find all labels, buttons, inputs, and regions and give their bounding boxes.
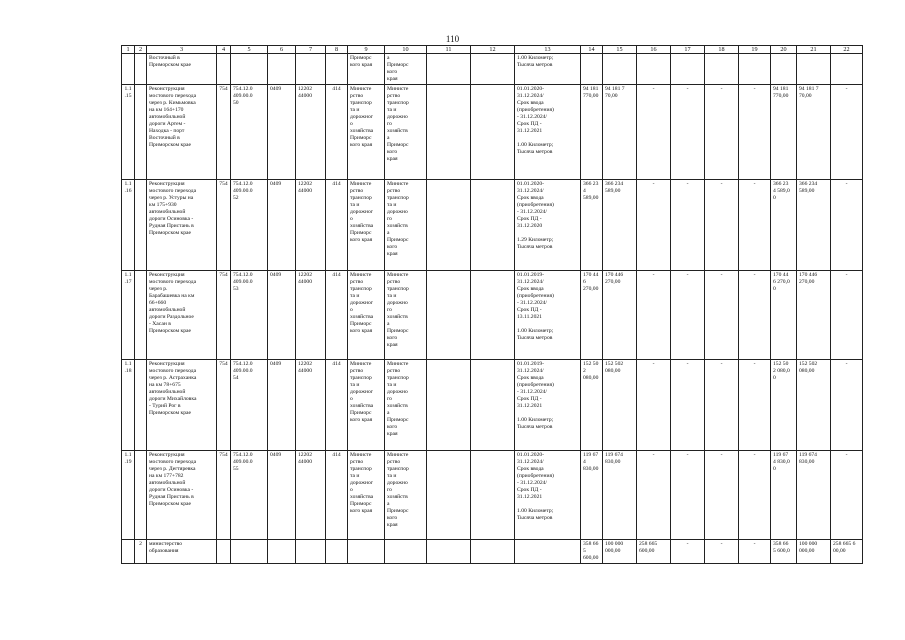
table-cell: - bbox=[705, 271, 739, 360]
table-cell: - bbox=[739, 451, 771, 540]
table-cell: 258 665 6 00,00 bbox=[831, 540, 863, 564]
table-cell: Министе рство транспор та и дорожно го хозяйств а Приморс кого края bbox=[385, 271, 427, 360]
table-cell: 754.12.0 409.00.0 54 bbox=[231, 360, 268, 451]
table-cell: 100 000 000,00 bbox=[797, 540, 831, 564]
table-cell bbox=[427, 540, 471, 564]
table-cell bbox=[705, 54, 739, 85]
column-header: 17 bbox=[671, 46, 705, 54]
table-cell: 366 23 4 589,0 0 bbox=[771, 180, 797, 271]
table-cell bbox=[231, 540, 268, 564]
table-cell bbox=[268, 540, 296, 564]
table-cell bbox=[471, 271, 515, 360]
table-cell: 170 44 6 270,0 0 bbox=[771, 271, 797, 360]
table-row bbox=[122, 180, 863, 271]
table-cell: Восточный в Приморском крае bbox=[147, 54, 217, 85]
table-cell bbox=[739, 54, 771, 85]
table-cell bbox=[427, 180, 471, 271]
table-cell: 0409 bbox=[268, 360, 296, 451]
table-cell: - bbox=[831, 271, 863, 360]
table-cell bbox=[471, 180, 515, 271]
table-cell: - bbox=[739, 271, 771, 360]
page-number: 110 bbox=[445, 34, 460, 44]
table-cell: 01.01.2019- 31.12.2024/ Срок ввода (приобретения) - 31.12.2024/ Срок ПД - 31.12.2021 1.00 Километр; Тысяча метров bbox=[515, 360, 581, 451]
table-row bbox=[122, 271, 863, 360]
table-cell: Министе рство транспор та и дорожно го хозяйств а Приморс кого края bbox=[385, 180, 427, 271]
table-cell: - bbox=[671, 451, 705, 540]
table-cell bbox=[135, 54, 147, 85]
table-cell: 366 234 589,00 bbox=[581, 180, 603, 271]
table-cell: 12202 44000 bbox=[296, 180, 326, 271]
table-cell bbox=[296, 540, 326, 564]
table-cell: 94 181 770,00 bbox=[581, 85, 603, 180]
table-cell: 754 bbox=[217, 180, 231, 271]
table-cell: 0409 bbox=[268, 180, 296, 271]
column-header: 12 bbox=[471, 46, 515, 54]
table-cell bbox=[515, 540, 581, 564]
table-cell bbox=[135, 271, 147, 360]
table-cell bbox=[427, 451, 471, 540]
table-cell bbox=[217, 540, 231, 564]
table-cell: - bbox=[637, 180, 671, 271]
table-cell: Реконструкция мостового перехода через р. Астраханка на км 78+675 автомобильной дороги Михайловка - Турий Рог в Приморском крае bbox=[147, 360, 217, 451]
column-header: 5 bbox=[231, 46, 268, 54]
column-header: 19 bbox=[739, 46, 771, 54]
table-cell: 01.01.2020- 31.12.2024/ Срок ввода (приобретения) - 31.12.2024/ Срок ПД - 31.12.2021 1.00 Километр; Тысяча метров bbox=[515, 451, 581, 540]
table-cell: 366 234 589,00 bbox=[603, 180, 637, 271]
table-cell: - bbox=[671, 85, 705, 180]
table-cell bbox=[348, 540, 385, 564]
table-cell bbox=[217, 54, 231, 85]
column-header: 22 bbox=[831, 46, 863, 54]
table-row bbox=[122, 540, 863, 564]
column-header: 20 bbox=[771, 46, 797, 54]
table-cell bbox=[581, 54, 603, 85]
table-cell: - bbox=[739, 180, 771, 271]
table-cell bbox=[471, 360, 515, 451]
table-cell: Министе рство транспор та и дорожног о хозяйства Приморс кого края bbox=[348, 451, 385, 540]
table-cell bbox=[471, 85, 515, 180]
table-cell: - bbox=[705, 85, 739, 180]
table-cell: Реконструкция мостового перехода через р. Кимьмовка на км 164+170 автомобильной дороги Артем - Находка - порт Восточный в Приморском крае bbox=[147, 85, 217, 180]
table-cell: - bbox=[637, 85, 671, 180]
column-header: 14 bbox=[581, 46, 603, 54]
table-cell: - bbox=[739, 360, 771, 451]
table-cell: 12202 44000 bbox=[296, 85, 326, 180]
table-cell: 119 674 830,00 bbox=[603, 451, 637, 540]
budget-table bbox=[121, 45, 863, 564]
table-cell: 414 bbox=[326, 85, 348, 180]
table-cell: Министе рство транспор та и дорожно го хозяйств а Приморс кого края bbox=[385, 85, 427, 180]
table-cell: 152 50 2 080,0 0 bbox=[771, 360, 797, 451]
table-cell: - bbox=[637, 451, 671, 540]
table-cell: Приморс кого края bbox=[348, 54, 385, 85]
table-cell bbox=[427, 271, 471, 360]
table-cell: - bbox=[739, 540, 771, 564]
table-cell: - bbox=[831, 451, 863, 540]
column-header: 7 bbox=[296, 46, 326, 54]
table-cell bbox=[385, 540, 427, 564]
table-cell: - bbox=[739, 85, 771, 180]
table-cell bbox=[471, 451, 515, 540]
table-row bbox=[122, 85, 863, 180]
table-cell: - bbox=[705, 180, 739, 271]
table-cell: 170 446 270,00 bbox=[603, 271, 637, 360]
table-cell: 94 181 7 70,00 bbox=[603, 85, 637, 180]
table-cell: - bbox=[671, 360, 705, 451]
table-cell: - bbox=[637, 360, 671, 451]
table-cell: 12202 44000 bbox=[296, 271, 326, 360]
column-header: 9 bbox=[348, 46, 385, 54]
table-cell: Министе рство транспор та и дорожног о хозяйства Приморс кого края bbox=[348, 180, 385, 271]
table-cell bbox=[603, 54, 637, 85]
table-cell: 0409 bbox=[268, 85, 296, 180]
table-cell: 119 674 830,00 bbox=[797, 451, 831, 540]
table-cell: 152 502 080,00 bbox=[581, 360, 603, 451]
table-cell: 414 bbox=[326, 360, 348, 451]
table-cell: - bbox=[831, 180, 863, 271]
column-header: 18 bbox=[705, 46, 739, 54]
table-cell bbox=[135, 360, 147, 451]
table-cell: 100 000 000,00 bbox=[603, 540, 637, 564]
table-cell: 152 502 080,00 bbox=[603, 360, 637, 451]
table-cell: 170 446 270,00 bbox=[581, 271, 603, 360]
table-cell bbox=[427, 85, 471, 180]
table-cell bbox=[471, 540, 515, 564]
table-cell: 358 665 600,00 bbox=[581, 540, 603, 564]
table-cell: - bbox=[705, 540, 739, 564]
table-cell bbox=[231, 54, 268, 85]
table-cell: - bbox=[831, 360, 863, 451]
column-header: 2 bbox=[135, 46, 147, 54]
table-cell bbox=[135, 85, 147, 180]
table-cell bbox=[471, 54, 515, 85]
table-cell: 01.01.2019- 31.12.2024/ Срок ввода (приобретения) - 31.12.2024/ Срок ПД - 13.11.2021 1.00 Километр; Тысяча метров bbox=[515, 271, 581, 360]
table-cell bbox=[771, 54, 797, 85]
table-cell: Министе рство транспор та и дорожно го хозяйств а Приморс кого края bbox=[385, 360, 427, 451]
table-cell: а Приморс кого края bbox=[385, 54, 427, 85]
table-cell: 01.01.2020- 31.12.2024/ Срок ввода (приобретения) - 31.12.2024/ Срок ПД - 31.12.2021 1.00 Километр; Тысяча метров bbox=[515, 85, 581, 180]
column-header: 11 bbox=[427, 46, 471, 54]
table-row bbox=[122, 54, 863, 85]
table-row bbox=[122, 360, 863, 451]
table-cell: 258 665 600,00 bbox=[637, 540, 671, 564]
table-cell: - bbox=[671, 180, 705, 271]
table-cell: 12202 44000 bbox=[296, 451, 326, 540]
header-row bbox=[122, 46, 863, 54]
column-header: 1 bbox=[122, 46, 135, 54]
table-cell: Министе рство транспор та и дорожног о хозяйства Приморс кого края bbox=[348, 271, 385, 360]
table-cell: 94 181 770,00 bbox=[771, 85, 797, 180]
table-cell bbox=[326, 54, 348, 85]
table-cell: 414 bbox=[326, 180, 348, 271]
table-cell: - bbox=[831, 85, 863, 180]
column-header: 15 bbox=[603, 46, 637, 54]
column-header: 6 bbox=[268, 46, 296, 54]
table-cell bbox=[122, 54, 135, 85]
column-header: 3 bbox=[147, 46, 217, 54]
column-header: 21 bbox=[797, 46, 831, 54]
table-cell bbox=[671, 54, 705, 85]
table-cell: 754.12.0 409.00.0 50 bbox=[231, 85, 268, 180]
column-header: 13 bbox=[515, 46, 581, 54]
table-cell bbox=[296, 54, 326, 85]
table-cell bbox=[831, 54, 863, 85]
table-cell: 0409 bbox=[268, 271, 296, 360]
table-cell: 754 bbox=[217, 451, 231, 540]
table-cell: министерство образования bbox=[147, 540, 217, 564]
table-cell: 754 bbox=[217, 85, 231, 180]
table-cell: Министе рство транспор та и дорожног о хозяйства Приморс кого края bbox=[348, 85, 385, 180]
table-row bbox=[122, 451, 863, 540]
table-cell: 119 67 4 830,0 0 bbox=[771, 451, 797, 540]
table-cell: 414 bbox=[326, 271, 348, 360]
table-cell: 94 181 7 70,00 bbox=[797, 85, 831, 180]
column-header: 8 bbox=[326, 46, 348, 54]
table-cell: 119 674 830,00 bbox=[581, 451, 603, 540]
table-cell: - bbox=[637, 271, 671, 360]
column-header: 4 bbox=[217, 46, 231, 54]
table-cell: 1.1 .18 bbox=[122, 360, 135, 451]
table-cell: - bbox=[671, 271, 705, 360]
table-cell: 1.1 .19 bbox=[122, 451, 135, 540]
table-cell: 12202 44000 bbox=[296, 360, 326, 451]
table-cell: 1.1 .17 bbox=[122, 271, 135, 360]
table-cell: 358 66 5 600,0 bbox=[771, 540, 797, 564]
table-cell: 754 bbox=[217, 360, 231, 451]
table-cell: 754.12.0 409.00.0 52 bbox=[231, 180, 268, 271]
table-cell bbox=[427, 360, 471, 451]
table-cell bbox=[135, 451, 147, 540]
table-cell: Реконструкция мостового перехода через р. Устуры на км 175+930 автомобильной дороги Осиновка - Рудная Пристань в Приморском крае bbox=[147, 180, 217, 271]
table-cell: 1.1 .16 bbox=[122, 180, 135, 271]
table-cell: 1.00 Километр; Тысяча метров bbox=[515, 54, 581, 85]
column-header: 10 bbox=[385, 46, 427, 54]
table-cell bbox=[427, 54, 471, 85]
table-cell bbox=[268, 54, 296, 85]
table-cell bbox=[797, 54, 831, 85]
table-cell: 754.12.0 409.00.0 55 bbox=[231, 451, 268, 540]
table-cell bbox=[122, 540, 135, 564]
table-cell: - bbox=[705, 451, 739, 540]
table-cell: 2 bbox=[135, 540, 147, 564]
table-cell: Реконструкция мостового перехода через р. Барабашевка на км 66+660 автомобильной дороги Раздольное - Хасан в Приморском крае bbox=[147, 271, 217, 360]
table-cell: 754 bbox=[217, 271, 231, 360]
table-cell: - bbox=[705, 360, 739, 451]
table-cell: 01.01.2020- 31.12.2024/ Срок ввода (приобретения) - 31.12.2024/ Срок ПД - 31.12.2020 1.29 Километр; Тысяча метров bbox=[515, 180, 581, 271]
table-cell: 170 446 270,00 bbox=[797, 271, 831, 360]
table-cell: Реконструкция мостового перехода через р. Дегтяревка на км 177+782 автомобильной дороги Осиновка - Рудная Пристань в Приморском крае bbox=[147, 451, 217, 540]
table-cell: 366 234 589,00 bbox=[797, 180, 831, 271]
table-cell: 0409 bbox=[268, 451, 296, 540]
column-header: 16 bbox=[637, 46, 671, 54]
table-cell: Министе рство транспор та и дорожно го хозяйств а Приморс кого края bbox=[385, 451, 427, 540]
table-cell bbox=[135, 180, 147, 271]
table-cell: 152 502 080,00 bbox=[797, 360, 831, 451]
table-cell bbox=[637, 54, 671, 85]
table-cell: - bbox=[671, 540, 705, 564]
table-cell: Министе рство транспор та и дорожног о хозяйства Приморс кого края bbox=[348, 360, 385, 451]
table-cell: 414 bbox=[326, 451, 348, 540]
table-cell: 1.1 .15 bbox=[122, 85, 135, 180]
table-cell bbox=[326, 540, 348, 564]
table-cell: 754.12.0 409.00.0 53 bbox=[231, 271, 268, 360]
